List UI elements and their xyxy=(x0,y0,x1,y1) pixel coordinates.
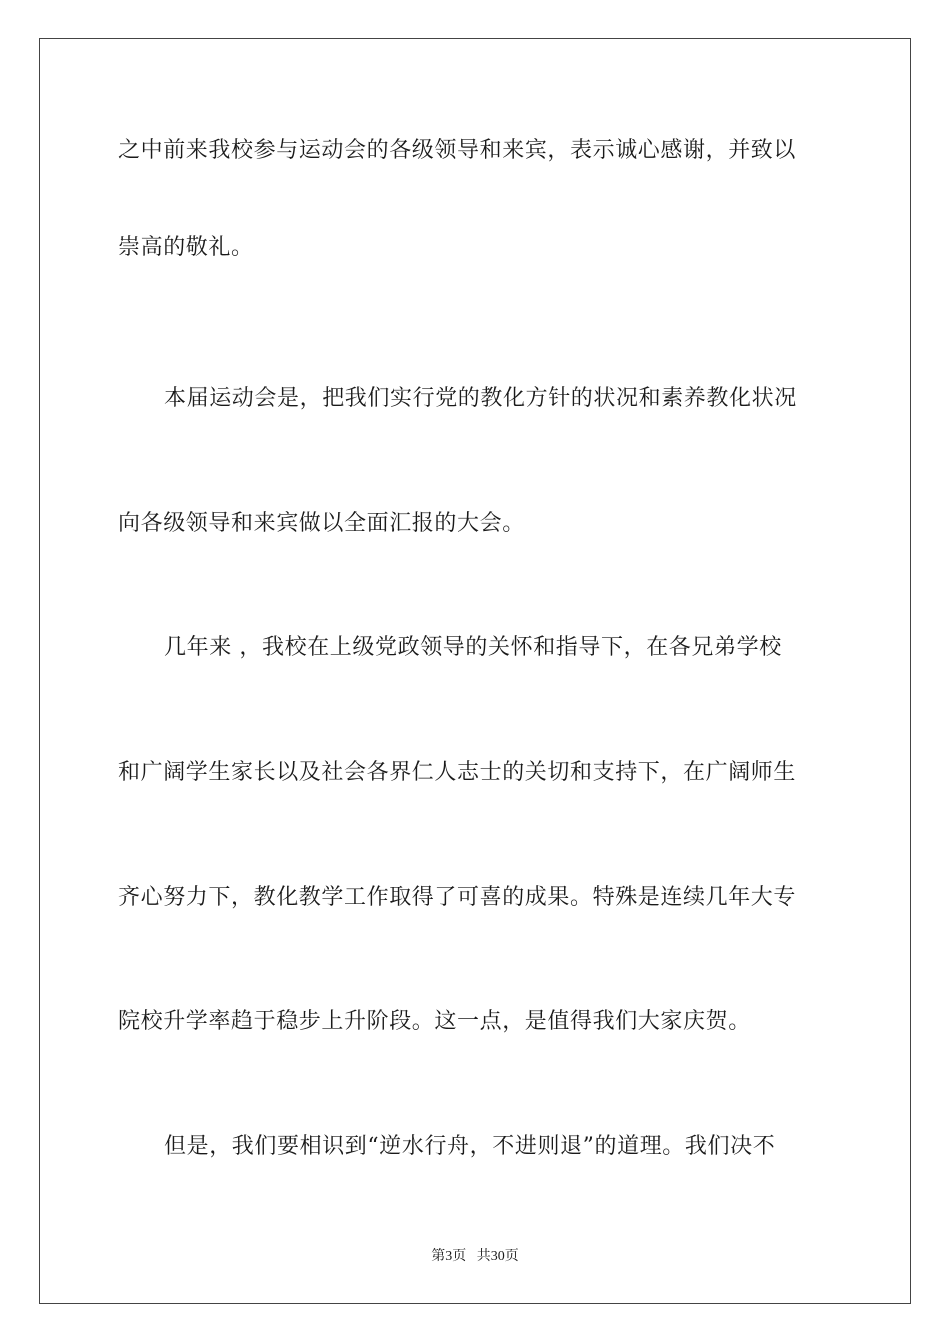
text-line: 之中前来我校参与运动会的各级领导和来宾，表示诚心感谢，并致以 xyxy=(118,138,797,163)
page-total: 共30页 xyxy=(476,1249,519,1264)
page-number: 第3页 xyxy=(431,1249,467,1264)
paragraph-start-line: 本届运动会是，把我们实行党的教化方针的状况和素养教化状况 xyxy=(164,386,797,411)
text-line: 崇高的敬礼。 xyxy=(118,235,254,260)
text-line: 院校升学率趋于稳步上升阶段。这一点，是值得我们大家庆贺。 xyxy=(118,1009,751,1034)
page-footer xyxy=(0,1247,950,1267)
paragraph-start-line: 但是，我们要相识到“逆水行舟，不进则退”的道理。我们决不 xyxy=(164,1134,776,1159)
text-line: 齐心努力下，教化教学工作取得了可喜的成果。特殊是连续几年大专 xyxy=(118,885,797,910)
page-border xyxy=(39,38,911,1304)
paragraph-start-line: 几年来 ，我校在上级党政领导的关怀和指导下，在各兄弟学校 xyxy=(164,635,782,660)
text-line: 向各级领导和来宾做以全面汇报的大会。 xyxy=(118,511,525,536)
text-line: 和广阔学生家长以及社会各界仁人志士的关切和支持下，在广阔师生 xyxy=(118,760,797,785)
